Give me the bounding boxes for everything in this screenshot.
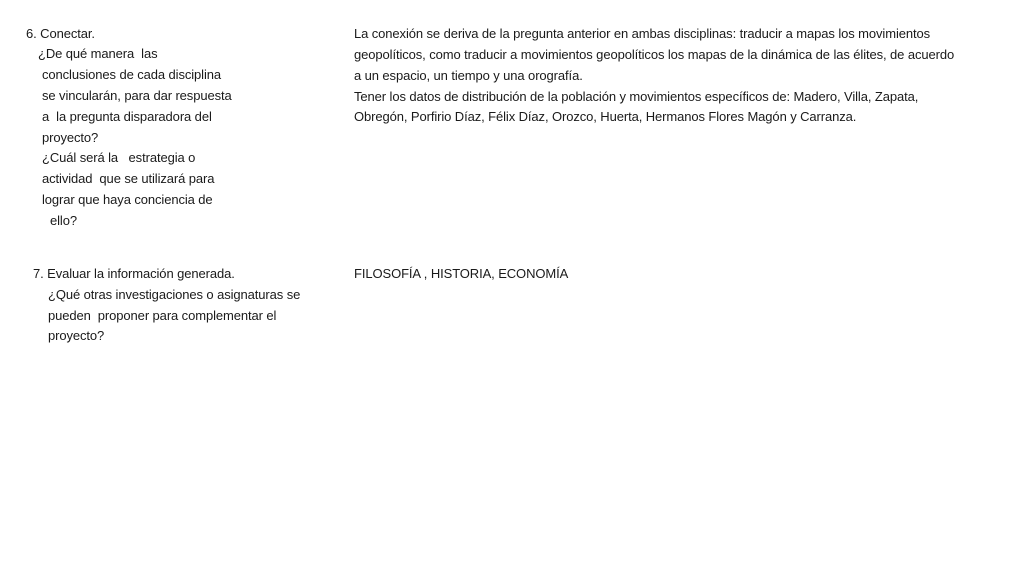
section-6-question-line: ello? — [50, 213, 77, 228]
section-7-answer-line: FILOSOFÍA , HISTORIA, ECONOMÍA — [354, 266, 569, 281]
section-6-question-line: proyecto? — [42, 130, 99, 145]
section-6-question-line: se vincularán, para dar respuesta — [42, 88, 232, 103]
section-6-answer-line: geopolíticos, como traducir a movimientos geopolíticos los mapas de la dinámica de las élites, de acuerdo — [354, 47, 955, 62]
section-6-question-line: lograr que haya conciencia de — [42, 192, 213, 207]
section-6-answer-line: La conexión se deriva de la pregunta anterior en ambas disciplinas: traducir a mapas los movimientos — [354, 26, 931, 41]
section-6-question-line: a la pregunta disparadora del — [42, 109, 212, 124]
section-6-answer-line: a un espacio, un tiempo y una orografía. — [354, 68, 583, 83]
section-6-question-line: ¿Cuál será la estrategia o — [42, 150, 196, 165]
section-6-question-line: conclusiones de cada disciplina — [42, 67, 222, 82]
section-6-heading: 6. Conectar. — [26, 26, 95, 41]
section-7-question-line: proyecto? — [48, 328, 105, 343]
section-6-question-line: ¿De qué manera las — [38, 46, 158, 61]
section-6-question-line: actividad que se utilizará para — [42, 171, 215, 186]
section-7-heading: 7. Evaluar la información generada. — [33, 266, 235, 281]
section-6-answer-line: Tener los datos de distribución de la población y movimientos específicos de: Madero, Villa, Zapata, — [354, 89, 919, 104]
section-7-question-line: ¿Qué otras investigaciones o asignaturas se — [48, 287, 301, 302]
section-7-question-line: pueden proponer para complementar el — [48, 308, 277, 323]
section-6-answer-line: Obregón, Porfirio Díaz, Félix Díaz, Orozco, Huerta, Hermanos Flores Magón y Carranza. — [354, 109, 857, 124]
